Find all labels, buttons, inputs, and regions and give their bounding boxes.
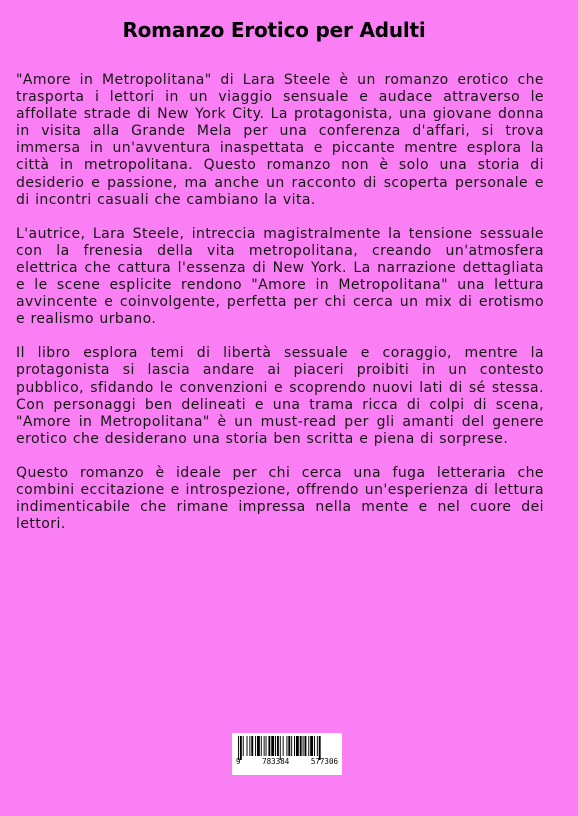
barcode-group-left: 783384 [262, 757, 290, 766]
isbn-barcode [232, 733, 342, 775]
paragraph-1: "Amore in Metropolitana" di Lara Steele è un romanzo erotico che trasporta i lettori in un viaggio sensuale e audace attraverso le affollate strade di New York City. La protagonista, una giovane donna in visita alla Grande Mela per una conferenza d'affari, si trova immersa in un'avventura inaspettata e piccante mentre esplora la città in metropolitana. Questo romanzo non è solo una storia di desiderio e passione, ma anche un racconto di scoperta personale e di incontri casuali che cambiano la vita. [16, 72, 544, 208]
paragraph-2: L'autrice, Lara Steele, intreccia magistralmente la tensione sessuale con la frenesia della vita metropolitana, creando un'atmosfera elettrica che cattura l'essenza di New York. La narrazione dettagliata e le scene esplicite rendono "Amore in Metropolitana" una lettura avvincente e coinvolgente, perfetta per chi cerca un mix di erotismo e realismo urbano. [16, 225, 544, 328]
blurb [16, 72, 544, 550]
barcode-group-right: 577306 [310, 757, 338, 766]
paragraph-4: Questo romanzo è ideale per chi cerca una fuga letteraria che combini eccitazione e introspezione, offrendo un'esperienza di lettura indimenticabile che rimane impressa nella mente e nel cuore dei lettori. [16, 464, 544, 533]
barcode-number [232, 757, 342, 766]
page-title: Romanzo Erotico per Adulti [122, 18, 426, 42]
barcode-digit-first: 9 [236, 757, 241, 766]
paragraph-3: Il libro esplora temi di libertà sessuale e coraggio, mentre la protagonista si lascia andare ai piaceri proibiti in un contesto pubblico, sfidando le convenzioni e scoprendo nuovi lati di sé stessa. Con personaggi ben delineati e una trama ricca di colpi di scena, "Amore in Metropolitana" è un must-read per gli amanti del genere erotico che desiderano una storia ben scritta e piena di sorprese. [16, 345, 544, 447]
